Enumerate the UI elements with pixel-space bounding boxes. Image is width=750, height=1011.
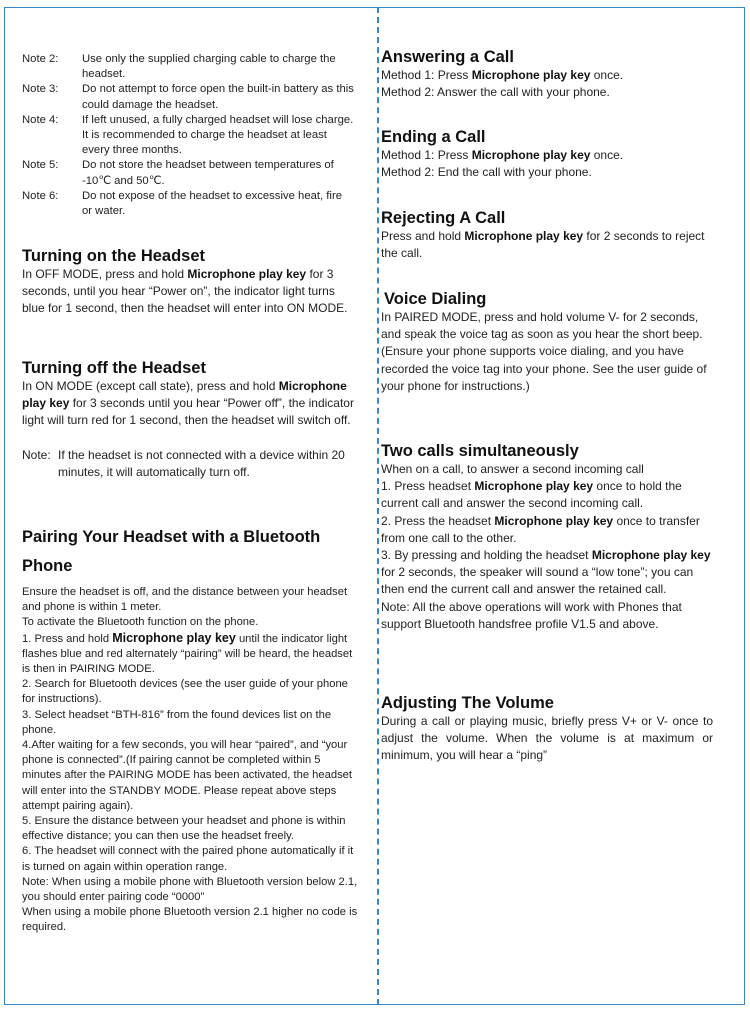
section-two-calls: Two calls simultaneously When on a call, to answer a second incoming call 1. Press headset Microphone play key once to hold the current call and answer the second incoming call. 2. Press the headset Microphone play key once to transfer from one call to the other. 3. By pressing and holding the headset Microphone play key for 2 seconds, the speaker will sound a “low tone”; you can then end the current call and answer the retained call. Note: All the above operations will work with Phones that support Bluetooth handsfree profile V1.5 and above.	[381, 441, 717, 633]
note-3: Note 3: Do not attempt to force open the built-in battery as this could damage the headset.	[22, 83, 354, 111]
note-4: Note 4: If left unused, a fully charged headset will lose charge. It is recommended to charge the headset at least every three months.	[22, 113, 354, 157]
section-rejecting: Rejecting A Call Press and hold Microphone play key for 2 seconds to reject the call.	[381, 208, 711, 262]
section-note: Note: If the headset is not connected with a device within 20 minutes, it will automatically turn off.	[22, 447, 345, 479]
column-divider	[377, 7, 379, 1005]
section-title: Ending a Call	[381, 128, 486, 146]
notes-list	[22, 52, 354, 219]
section-title: Two calls simultaneously	[381, 442, 579, 460]
section-answering: Answering a Call Method 1: Press Microphone play key once. Method 2: Answer the call with your phone.	[381, 47, 721, 101]
section-title: Pairing Your Headset with a Bluetooth Phone	[22, 528, 321, 575]
section-voice-dialing: Voice Dialing In PAIRED MODE, press and hold volume V- for 2 seconds, and speak the voice tag as soon as you hear the short beep. (Ensure your phone supports voice dialing, and you have recorded the voice tag into your phone. See the user guide of your phone for instructions.)	[381, 289, 711, 395]
section-title: Adjusting The Volume	[381, 694, 554, 712]
section-title: Rejecting A Call	[381, 209, 506, 227]
note-2: Note 2: Use only the supplied charging cable to charge the headset.	[22, 53, 336, 81]
section-pairing	[22, 523, 358, 936]
section-turning-on	[22, 246, 356, 318]
section-body: In OFF MODE, press and hold Microphone play key for 3 seconds, until you hear “Power on”, the indicator light turns blue for 1 second, then the headset will enter into ON MODE.	[22, 267, 348, 316]
section-title: Answering a Call	[381, 48, 514, 66]
section-title: Turning off the Headset	[22, 359, 206, 377]
section-title: Voice Dialing	[384, 290, 487, 308]
section-ending: Ending a Call Method 1: Press Microphone play key once. Method 2: End the call with your phone.	[381, 127, 721, 181]
section-volume: Adjusting The Volume During a call or playing music, briefly press V+ or V- once to adjust the volume. When the volume is at maximum or minimum, you will hear a “ping”	[381, 694, 713, 763]
note-6: Note 6: Do not expose of the headset to excessive heat, fire or water.	[22, 189, 342, 218]
section-title: Turning on the Headset	[22, 247, 206, 265]
section-body: Ensure the headset is off, and the distance between your headset and phone is within 1 meter. To activate the Bluetooth function on the phone. 1. Press and hold Microphone play key until the indicator light flashes blue and red alternately “pairing” will be heard, the headset is then in PAIRING MODE. 2. Search for Bluetooth devices (see the user guide of your phone for instructions). 3. Select headset “BTH-816” from the found devices list on the phone. 4.After waiting for a few seconds, you will hear “paired”, and “your phone is connected”.(If pairing cannot be completed within 5 minutes after the PAIRING MODE has been activated, the headset will enter into the STANDBY MODE. Please repeat above steps attempt pairing again). 5. Ensure the distance between your headset and phone is within effective distance; you can then use the headset freely. 6. The headset will connect with the paired phone automatically if it is turned on again within operation range. Note: When using a mobile phone with Bluetooth version below 2.1, you should enter pairing code “0000” When using a mobile phone Bluetooth version 2.1 higher no code is required.	[22, 586, 358, 934]
note-5: Note 5: Do not store the headset between temperatures of -10℃ and 50℃.	[22, 159, 334, 187]
section-body: In ON MODE (except call state), press and hold Microphone play key for 3 seconds until you hear “Power off”, the indicator light will turn red for 1 second, then the headset will switch off.	[22, 379, 354, 428]
section-turning-off	[22, 358, 356, 481]
